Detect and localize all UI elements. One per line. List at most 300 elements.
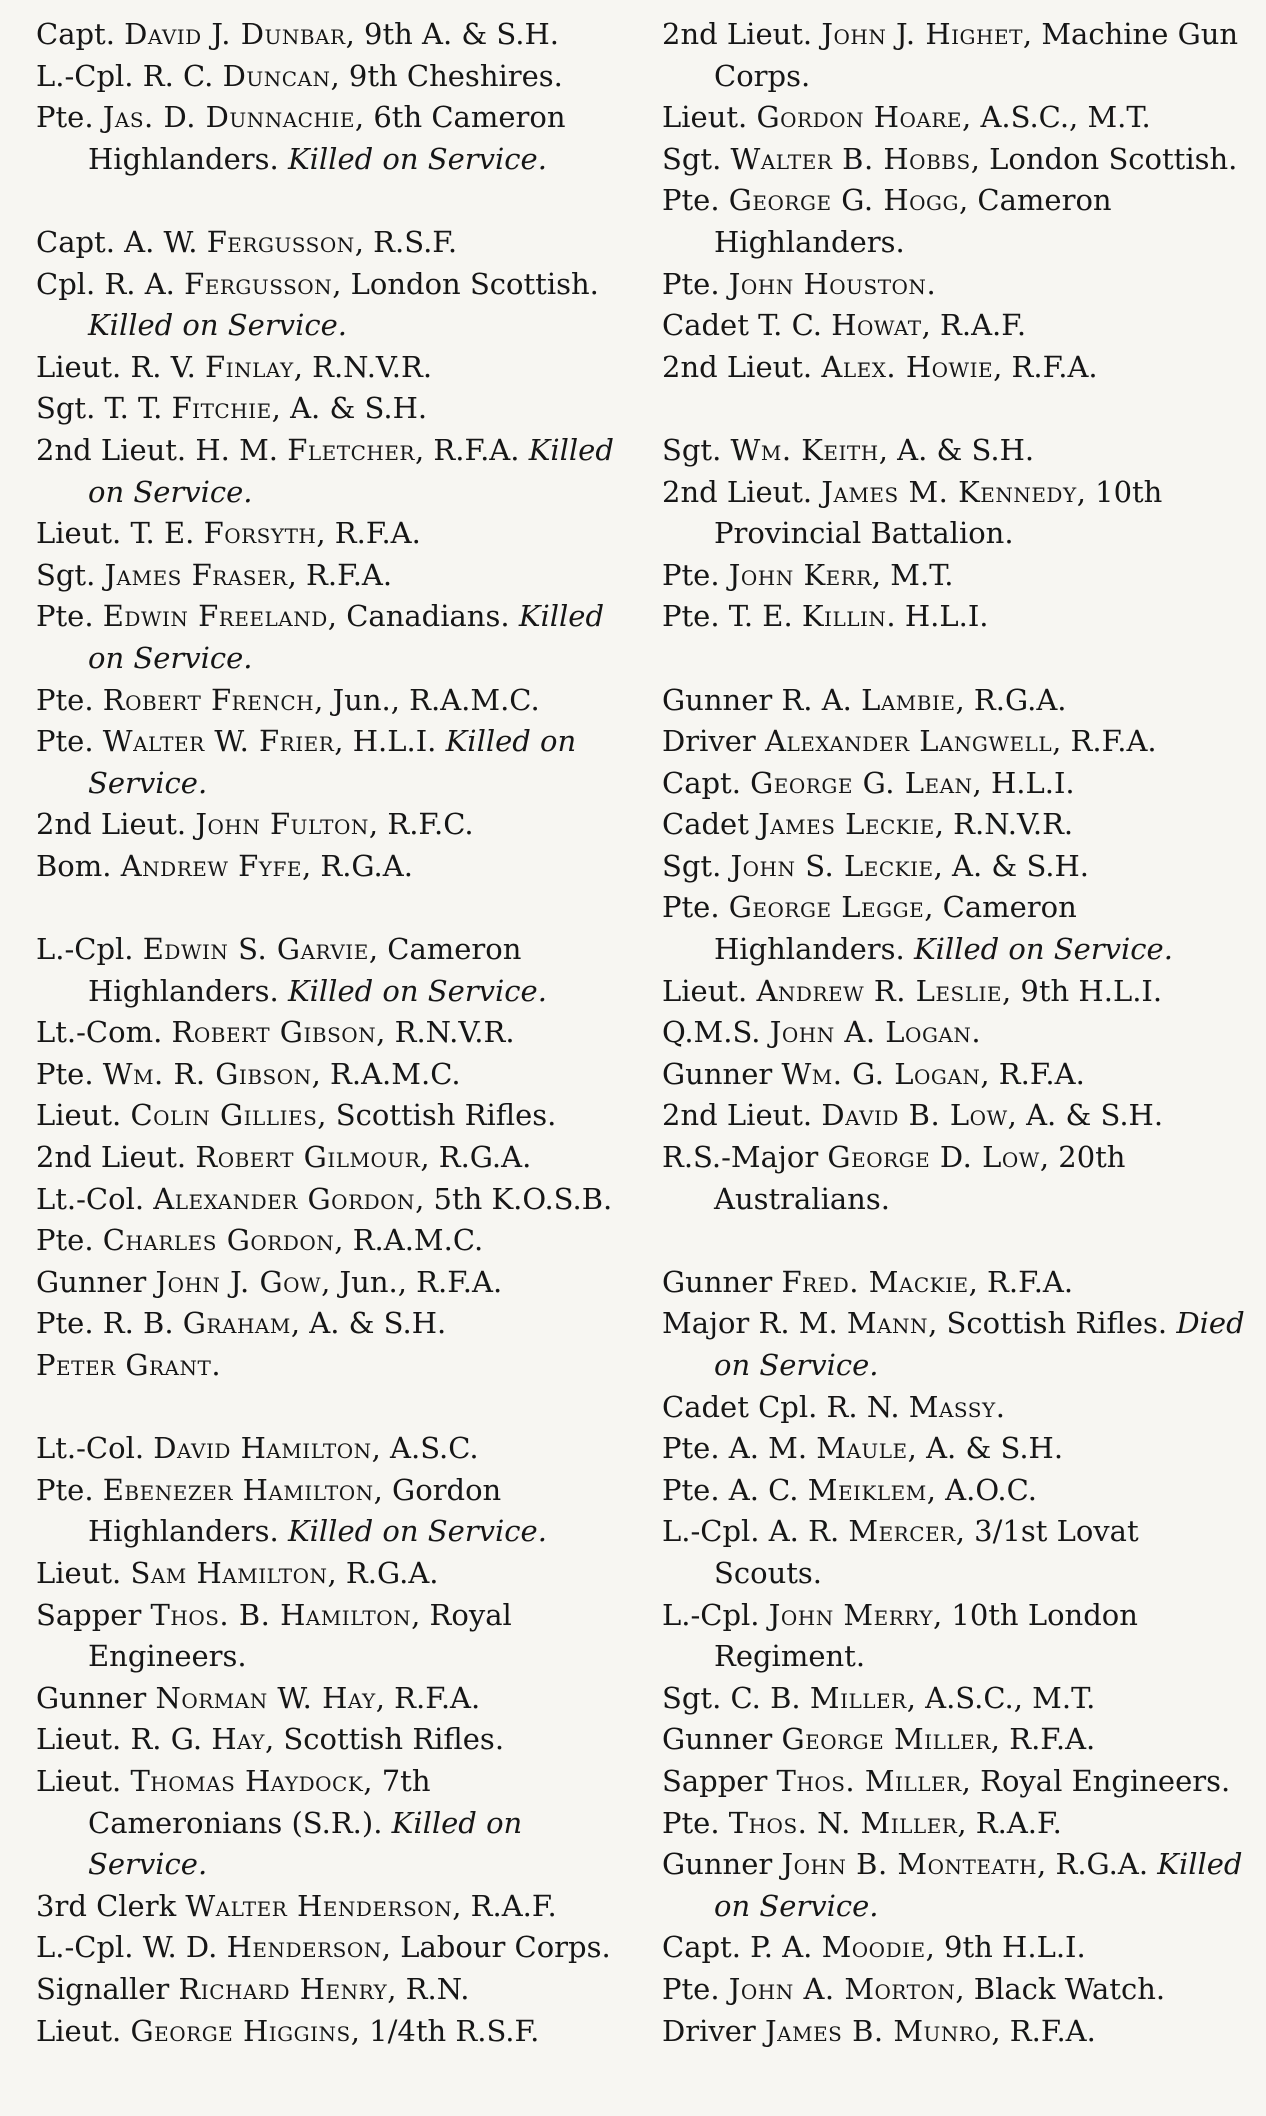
entry-text: Pte. <box>662 1805 729 1840</box>
entry-text: L.-Cpl. A. R. <box>662 1514 849 1549</box>
person-name: Walter Henderson <box>185 1888 453 1923</box>
entry-text: , 9th H.L.I. <box>1002 973 1163 1008</box>
roll-entry <box>662 1511 1250 1594</box>
person-name: Andrew Fyfe <box>120 848 302 883</box>
roll-entry <box>36 1761 626 1886</box>
roll-entry <box>36 804 626 846</box>
person-name: George G. Hogg <box>728 183 959 218</box>
entry-text: , A.O.C. <box>926 1472 1038 1507</box>
entry-text: , A. & S.H. <box>1007 1098 1164 1133</box>
person-name: Alexander Langwell <box>765 724 1053 759</box>
entry-text: , R.F.A. <box>980 1056 1085 1091</box>
roll-entry <box>662 1470 1250 1512</box>
entry-text: , H.L.I. <box>972 765 1075 800</box>
person-name: Robert French <box>102 682 315 717</box>
entry-text: Lieut. <box>36 2013 131 2048</box>
person-name: Fergusson <box>184 266 333 301</box>
person-name: Charles Gordon <box>102 1223 335 1258</box>
roll-entry <box>36 347 626 389</box>
roll-entry <box>662 1803 1250 1845</box>
entry-text: , 9th Cheshires. <box>330 58 563 93</box>
roll-entry <box>662 430 1250 472</box>
roll-entry <box>36 56 626 98</box>
service-note: Killed on Service. <box>88 432 614 509</box>
person-name: Duncan <box>222 58 331 93</box>
roll-entry <box>662 1927 1250 1969</box>
entry-text: Pte. <box>662 183 729 218</box>
roll-entry <box>662 721 1250 763</box>
roll-entry <box>662 264 1250 306</box>
entry-text: L.-Cpl. <box>36 932 143 967</box>
entry-text: , R.S.F. <box>354 224 458 259</box>
entry-text: , 10th London Regiment. <box>714 1597 1138 1674</box>
entry-text: Lieut. <box>36 1555 131 1590</box>
entry-text: Major R. M. <box>662 1306 847 1341</box>
person-name: Ebenezer Hamilton <box>102 1472 374 1507</box>
entry-text: Pte. <box>36 1472 103 1507</box>
roll-entry <box>662 14 1250 97</box>
roll-entry <box>36 97 626 180</box>
entry-text: , Cameron Highlanders. <box>714 890 1077 967</box>
person-name: Alexander Gordon <box>153 1181 416 1216</box>
person-name: Edwin Freeland <box>102 599 328 634</box>
entry-text: . <box>995 1389 1005 1424</box>
person-name: Robert Gilmour <box>195 1140 421 1175</box>
entry-text: Driver <box>662 2013 766 2048</box>
entry-text: , A. & S.H. <box>878 432 1035 467</box>
roll-entry <box>662 763 1250 805</box>
entry-text: 2nd Lieut. <box>662 474 822 509</box>
roll-entry <box>36 1428 626 1470</box>
entry-text: , Labour Corps. <box>381 1930 611 1965</box>
roll-entry <box>662 180 1250 263</box>
entry-text: Cpl. R. A. <box>36 266 185 301</box>
entry-text: Lieut. R. G. <box>36 1722 212 1757</box>
roll-entry <box>662 1678 1250 1720</box>
entry-text: . H.L.I. <box>886 599 989 634</box>
entry-text: , R.N.V.R. <box>934 807 1074 842</box>
roll-entry <box>662 971 1250 1013</box>
entry-text: Pte. <box>662 890 729 925</box>
roll-entry <box>36 1303 626 1345</box>
entry-text: Gunner <box>662 1264 782 1299</box>
entry-text: 2nd Lieut. <box>662 349 822 384</box>
person-name: Fergusson <box>206 224 355 259</box>
roll-entry <box>36 1886 626 1928</box>
entry-text: Lt.-Col. <box>36 1181 154 1216</box>
entry-text: Sgt. T. T. <box>36 391 172 426</box>
service-note: Died on Service. <box>714 1306 1245 1382</box>
entry-text: 2nd Lieut. <box>36 807 196 842</box>
section-spacer <box>36 887 626 929</box>
person-name: Richard Henry <box>178 1971 388 2006</box>
roll-entry <box>662 1428 1250 1470</box>
entry-text: L.-Cpl. <box>662 1597 769 1632</box>
entry-text: , R.F.A. <box>287 557 393 592</box>
entry-text: 2nd Lieut. <box>662 17 822 51</box>
person-name: George G. Lean <box>750 765 973 800</box>
entry-text: , 9th A. & S.H. <box>345 17 559 51</box>
roll-entry <box>36 1595 626 1678</box>
person-name: David J. Dunbar <box>124 17 346 51</box>
service-note: Killed on Service. <box>88 724 577 800</box>
roll-entry <box>36 1719 626 1761</box>
entry-text: Sapper <box>662 1763 777 1798</box>
entry-text: , Cameron Highlanders. <box>88 932 522 1008</box>
entry-text: , R.N.V.R. <box>293 349 433 384</box>
entry-text: , R.A.F. <box>957 1805 1062 1840</box>
person-name: Wm. G. Logan <box>781 1056 981 1091</box>
person-name: Miller <box>809 1680 907 1715</box>
entry-text: Pte. <box>662 266 729 301</box>
person-name: Jas. D. Dunnachie <box>102 100 355 135</box>
entry-text: , 1/4th R.S.F. <box>350 2013 540 2048</box>
person-name: John Merry <box>768 1597 933 1632</box>
roll-entry <box>36 430 626 513</box>
roll-entry <box>662 1844 1250 1927</box>
entry-text: Lieut. R. V. <box>36 349 206 384</box>
entry-text: Bom. <box>36 848 121 883</box>
person-name: George Legge <box>728 890 925 925</box>
entry-text: L.-Cpl. R. C. <box>36 58 223 93</box>
entry-text: 2nd Lieut. <box>662 1098 822 1133</box>
entry-text: , Royal Engineers. <box>961 1763 1231 1798</box>
entry-text: Capt. <box>662 765 751 800</box>
person-name: George Higgins <box>130 2013 351 2048</box>
roll-entry <box>662 1262 1250 1304</box>
right-column <box>662 14 1250 2052</box>
roll-entry <box>36 596 626 679</box>
roll-entry <box>662 1012 1250 1054</box>
roll-entry <box>36 1345 626 1387</box>
entry-text: Lieut. <box>662 973 757 1008</box>
roll-entry <box>36 1470 626 1553</box>
entry-text: , Gordon Highlanders. <box>88 1472 502 1549</box>
person-name: Forsyth <box>203 516 317 551</box>
roll-entry <box>662 139 1250 181</box>
roll-entry <box>662 1969 1250 2011</box>
entry-text: , Cameron Highlanders. <box>714 183 1112 259</box>
entry-text: , London Scottish. <box>970 141 1238 176</box>
roll-entry <box>662 305 1250 347</box>
entry-text: . <box>926 266 936 301</box>
entry-text: , 9th H.L.I. <box>925 1930 1086 1965</box>
person-name: Thos. N. Miller <box>728 1805 958 1840</box>
roll-entry <box>36 388 626 430</box>
entry-text: Signaller <box>36 1971 179 2006</box>
roll-entry <box>662 1761 1250 1803</box>
entry-text: Pte. T. E. <box>662 599 802 634</box>
entry-text: , 5th K.O.S.B. <box>415 1181 613 1216</box>
person-name: David Hamilton <box>153 1431 372 1466</box>
roll-entry <box>662 596 1250 638</box>
section-spacer <box>662 388 1250 430</box>
entry-text: Sapper <box>36 1597 151 1632</box>
person-name: Walter B. Hobbs <box>730 141 971 176</box>
entry-text: , R.F.A. <box>375 1680 481 1715</box>
person-name: Maule <box>816 1431 908 1466</box>
roll-entry <box>36 1179 626 1221</box>
entry-text: , Jun., R.F.A. <box>321 1264 503 1299</box>
entry-text: , R.G.A. <box>420 1140 532 1175</box>
section-spacer <box>36 1387 626 1429</box>
person-name: Alex. Howie <box>821 349 994 384</box>
roll-entry <box>36 1054 626 1096</box>
person-name: Robert Gibson <box>171 1015 377 1050</box>
roll-entry <box>36 1678 626 1720</box>
entry-text: L.-Cpl. W. D. <box>36 1930 227 1965</box>
entry-text: Lieut. T. E. <box>36 516 204 551</box>
entry-text: Lt.-Col. <box>36 1431 154 1466</box>
roll-entry <box>36 264 626 347</box>
person-name: Graham <box>182 1306 291 1341</box>
service-note: Killed on Service. <box>287 973 547 1008</box>
roll-entry <box>662 1137 1250 1220</box>
entry-text: , Scottish Rifles. <box>264 1722 505 1757</box>
roll-entry <box>662 1054 1250 1096</box>
entry-text: Pte. A. C. <box>662 1472 808 1507</box>
entry-text: Gunner <box>662 1056 782 1091</box>
entry-text: , A.S.C., M.T. <box>962 100 1151 135</box>
entry-text: , Royal Engineers. <box>88 1597 512 1674</box>
roll-entry <box>36 721 626 804</box>
entry-text: , R.F.A. <box>968 1264 1074 1299</box>
person-name: James Fraser <box>104 557 288 592</box>
roll-entry <box>36 1927 626 1969</box>
entry-text: , M.T. <box>871 557 954 592</box>
person-name: Massy <box>908 1389 996 1424</box>
entry-text: , R.A.M.C. <box>334 1223 484 1258</box>
person-name: John A. Morton <box>728 1971 956 2006</box>
roll-entry <box>36 1095 626 1137</box>
entry-text: Sgt. C. B. <box>662 1680 810 1715</box>
roll-entry <box>36 222 626 264</box>
person-name: Mann <box>846 1306 929 1341</box>
roll-entry <box>662 2011 1250 2053</box>
entry-text: Pte. <box>36 682 103 717</box>
person-name: Fitchie <box>171 391 272 426</box>
roll-entry <box>36 929 626 1012</box>
entry-text: 3rd Clerk <box>36 1888 186 1923</box>
person-name: Walter W. Frier <box>102 724 335 759</box>
roll-entry <box>662 1095 1250 1137</box>
entry-text: , R.G.A. <box>327 1555 439 1590</box>
roll-entry <box>36 1012 626 1054</box>
entry-text: , R.G.A. <box>955 682 1067 717</box>
roll-entry <box>36 1262 626 1304</box>
roll-entry <box>662 347 1250 389</box>
person-name: David B. Low <box>821 1098 1008 1133</box>
entry-text: Q.M.S. <box>662 1015 770 1050</box>
roll-entry <box>662 1387 1250 1429</box>
left-column <box>36 14 626 2052</box>
roll-entry <box>36 1137 626 1179</box>
entry-text: , R.N.V.R. <box>376 1015 515 1050</box>
roll-entry <box>36 846 626 888</box>
service-note: Killed on Service. <box>88 1805 523 1882</box>
entry-text: , 10th Provincial Battalion. <box>714 474 1163 551</box>
person-name: Killin <box>801 599 887 634</box>
entry-text: Pte. <box>36 100 103 135</box>
roll-entry <box>36 14 626 56</box>
roll-entry <box>662 680 1250 722</box>
entry-text: Gunner <box>662 1722 782 1757</box>
entry-text: Sgt. <box>662 141 731 176</box>
person-name: Edwin S. Garvie <box>142 932 369 967</box>
entry-text: Cadet Cpl. R. N. <box>662 1389 909 1424</box>
service-note: Killed on Service. <box>714 1847 1243 1923</box>
person-name: Lambie <box>861 682 956 717</box>
section-spacer <box>662 638 1250 680</box>
entry-text: Sgt. <box>36 557 105 592</box>
person-name: Fletcher <box>287 432 415 467</box>
entry-text: Lieut. <box>36 1763 131 1798</box>
roll-entry <box>662 887 1250 970</box>
roll-entry <box>662 97 1250 139</box>
entry-text: , Scottish Rifles. <box>317 1098 557 1133</box>
entry-text: R.S.-Major <box>662 1140 828 1175</box>
roll-entry <box>36 555 626 597</box>
service-note: Killed on Service. <box>88 308 347 343</box>
service-note: Killed on Service. <box>88 599 605 675</box>
entry-text: Cadet T. C. <box>662 308 832 343</box>
person-name: Wm. Keith <box>730 432 879 467</box>
person-name: George Miller <box>781 1722 991 1757</box>
person-name: Andrew R. Leslie <box>756 973 1002 1008</box>
section-spacer <box>36 180 626 222</box>
person-name: Moodie <box>821 1930 926 1965</box>
entry-text: , 3/1st Lovat Scouts. <box>714 1514 1139 1590</box>
entry-text: Sgt. <box>662 848 731 883</box>
entry-text: Capt. A. W. <box>36 224 207 259</box>
entry-text: Pte. R. B. <box>36 1306 183 1341</box>
entry-text: Pte. <box>36 599 103 634</box>
roll-entry <box>662 1595 1250 1678</box>
person-name: John Kerr <box>728 557 872 592</box>
entry-text: Capt. P. A. <box>662 1930 822 1965</box>
entry-text: , London Scottish. <box>332 266 599 301</box>
entry-text: , Machine Gun Corps. <box>714 17 1239 93</box>
entry-text: , R.F.A. <box>991 2013 1096 2048</box>
roll-entry <box>662 804 1250 846</box>
roll-entry <box>662 472 1250 555</box>
person-name: John Fulton <box>195 807 369 842</box>
entry-text: Lieut. <box>36 1098 131 1133</box>
entry-text: , A. & S.H. <box>290 1306 447 1341</box>
entry-text: , R.F.A. <box>1052 724 1157 759</box>
service-note: Killed on Service. <box>287 141 547 176</box>
service-note: Killed on Service. <box>913 932 1173 967</box>
entry-text: Lieut. <box>662 100 757 135</box>
entry-text: Pte. <box>662 1971 729 2006</box>
person-name: John S. Leckie <box>730 848 934 883</box>
entry-text: , R.N. <box>387 1971 470 2006</box>
entry-text: , A. & S.H. <box>933 848 1090 883</box>
person-name: Wm. R. Gibson <box>102 1056 312 1091</box>
entry-text: , H.L.I. <box>334 724 446 759</box>
roll-entry <box>36 1220 626 1262</box>
entry-text: , R.F.A. <box>414 432 529 467</box>
person-name: James M. Kennedy <box>821 474 1077 509</box>
entry-text: Pte. <box>36 1056 103 1091</box>
entry-text: Gunner <box>36 1264 156 1299</box>
entry-text: , 6th Cameron Highlanders. <box>88 100 566 176</box>
entry-text: Pte. A. M. <box>662 1431 817 1466</box>
person-name: Mercer <box>848 1514 956 1549</box>
person-name: Thos. Miller <box>776 1763 962 1798</box>
entry-text: , R.A.F. <box>452 1888 557 1923</box>
entry-text: , R.F.A. <box>990 1722 1096 1757</box>
entry-text: , R.F.C. <box>368 807 474 842</box>
person-name: Hay <box>211 1722 265 1757</box>
entry-text: , A. & S.H. <box>907 1431 1064 1466</box>
person-name: Norman W. Hay <box>155 1680 376 1715</box>
entry-text: Pte. <box>36 1223 103 1258</box>
entry-text: Gunner R. A. <box>662 682 862 717</box>
person-name: Sam Hamilton <box>130 1555 328 1590</box>
entry-text: 2nd Lieut. H. M. <box>36 432 288 467</box>
entry-text: , R.G.A. <box>1037 1847 1158 1882</box>
entry-text: , Jun., R.A.M.C. <box>314 682 540 717</box>
person-name: Peter Grant <box>36 1348 212 1382</box>
entry-text: . <box>211 1348 221 1382</box>
roll-entry <box>36 2011 626 2053</box>
entry-text: 2nd Lieut. <box>36 1140 196 1175</box>
person-name: Fred. Mackie <box>781 1264 969 1299</box>
person-name: James B. Munro <box>765 2013 992 2048</box>
person-name: John B. Monteath <box>781 1847 1038 1882</box>
person-name: John J. Highet <box>821 17 1023 51</box>
roll-entry <box>36 680 626 722</box>
entry-text: , 20th Australians. <box>714 1140 1126 1216</box>
roll-entry <box>662 1303 1250 1386</box>
person-name: Finlay <box>205 349 294 384</box>
roll-entry <box>662 555 1250 597</box>
entry-text: , A. & S.H. <box>271 391 428 426</box>
roll-entry <box>36 1969 626 2011</box>
entry-text: , A.S.C. <box>371 1431 479 1466</box>
roll-entry <box>662 1719 1250 1761</box>
person-name: John A. Logan <box>769 1015 972 1050</box>
person-name: George D. Low <box>827 1140 1040 1175</box>
roll-entry <box>662 846 1250 888</box>
person-name: John Houston <box>728 266 927 301</box>
roll-entry <box>36 1553 626 1595</box>
roll-entry <box>36 513 626 555</box>
person-name: Meiklem <box>807 1472 927 1507</box>
entry-text: , R.G.A. <box>301 848 413 883</box>
person-name: Howat <box>831 308 922 343</box>
entry-text: , R.A.F. <box>921 308 1027 343</box>
person-name: Colin Gillies <box>130 1098 318 1133</box>
entry-text: Cadet <box>662 807 759 842</box>
entry-text: , R.F.A. <box>993 349 1098 384</box>
entry-text: Lt.-Com. <box>36 1015 172 1050</box>
person-name: Henderson <box>226 1930 382 1965</box>
entry-text: Pte. <box>36 724 103 759</box>
entry-text: , 7th Cameronians (S.R.). <box>88 1763 431 1840</box>
person-name: John J. Gow <box>155 1264 322 1299</box>
entry-text: Gunner <box>662 1847 782 1882</box>
person-name: Thomas Haydock <box>130 1763 364 1798</box>
entry-text: , Canadians. <box>327 599 519 634</box>
entry-text: Sgt. <box>662 432 731 467</box>
entry-text: , Black Watch. <box>955 1971 1166 2006</box>
entry-text: , R.F.A. <box>316 516 421 551</box>
entry-text: Driver <box>662 724 766 759</box>
entry-text: , Scottish Rifles. <box>928 1306 1177 1341</box>
entry-text: Capt. <box>36 17 125 51</box>
